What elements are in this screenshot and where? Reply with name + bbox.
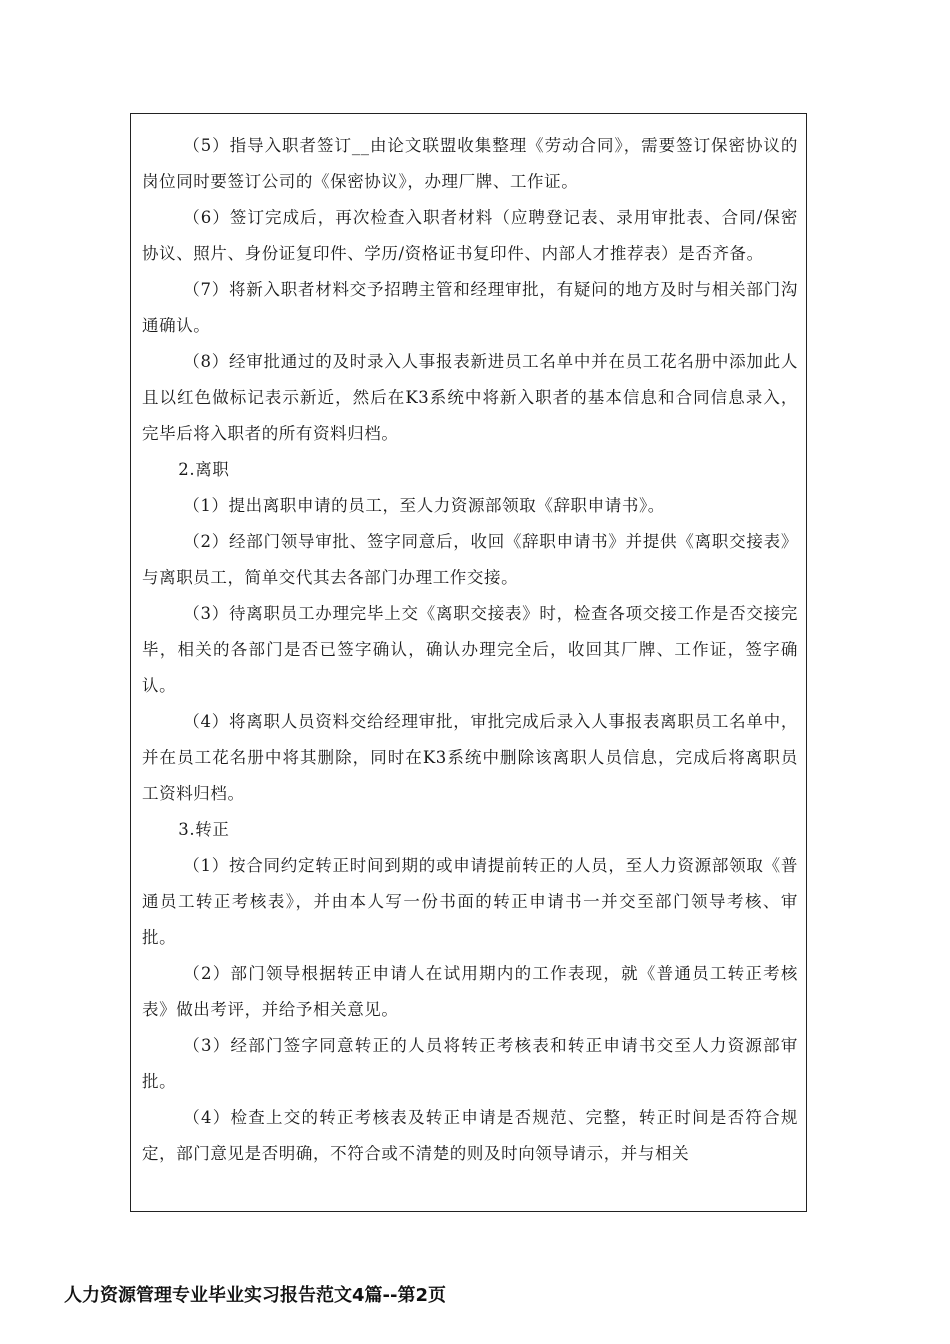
paragraph: （1）按合同约定转正时间到期的或申请提前转正的人员，至人力资源部领取《普通员工转正考核表》，并由本人写一份书面的转正申请书一并交至部门领导考核、审批。: [142, 856, 798, 947]
paragraph: （4）检查上交的转正考核表及转正申请是否规范、完整，转正时间是否符合规定，部门意见是否明确，不符合或不清楚的则及时向领导请示，并与相关: [142, 1108, 798, 1163]
paragraph: （7）将新入职者材料交予招聘主管和经理审批，有疑问的地方及时与相关部门沟通确认。: [142, 280, 798, 335]
paragraph: （4）将离职人员资料交给经理审批，审批完成后录入人事报表离职员工名单中，并在员工花名册中将其删除，同时在K3系统中删除该离职人员信息，完成后将离职员工资料归档。: [142, 712, 798, 803]
page-footer: 人力资源管理专业毕业实习报告范文4篇--第2页: [64, 1285, 446, 1306]
paragraph: （5）指导入职者签订__由论文联盟收集整理《劳动合同》，需要签订保密协议的岗位同时要签订公司的《保密协议》，办理厂牌、工作证。: [142, 136, 798, 191]
paragraph: （8）经审批通过的及时录入人事报表新进员工名单中并在员工花名册中添加此人且以红色做标记表示新近，然后在K3系统中将新入职者的基本信息和合同信息录入，完毕后将入职者的所有资料归档。: [142, 352, 798, 443]
section-heading: 3.转正: [178, 820, 230, 839]
paragraph: （1）提出离职申请的员工，至人力资源部领取《辞职申请书》。: [183, 496, 665, 515]
paragraph: （6）签订完成后，再次检查入职者材料（应聘登记表、录用审批表、合同/保密协议、照片、身份证复印件、学历/资格证书复印件、内部人才推荐表）是否齐备。: [142, 208, 798, 263]
paragraph: （3）待离职员工办理完毕上交《离职交接表》时，检查各项交接工作是否交接完毕，相关的各部门是否已签字确认，确认办理完全后，收回其厂牌、工作证，签字确认。: [142, 604, 798, 695]
section-heading: 2.离职: [178, 460, 230, 479]
paragraph: （2）经部门领导审批、签字同意后，收回《辞职申请书》并提供《离职交接表》与离职员工，简单交代其去各部门办理工作交接。: [142, 532, 798, 587]
paragraph: （2）部门领导根据转正申请人在试用期内的工作表现，就《普通员工转正考核表》做出考评，并给予相关意见。: [142, 964, 798, 1019]
document-body: [142, 128, 798, 1172]
paragraph: （3）经部门签字同意转正的人员将转正考核表和转正申请书交至人力资源部审批。: [142, 1036, 798, 1091]
